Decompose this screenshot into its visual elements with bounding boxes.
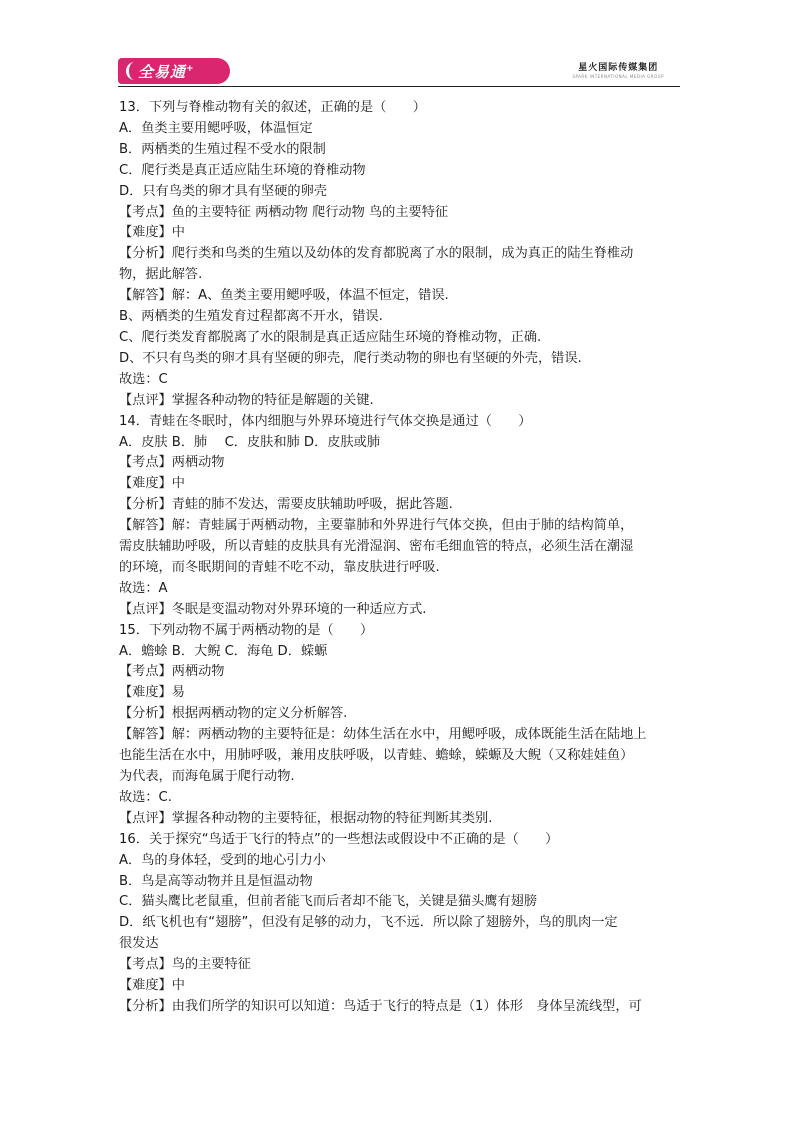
text-line: 【难度】中: [119, 225, 185, 241]
text-line: 【点评】掌握各种动物的主要特征，根据动物的特征判断其类别.: [119, 810, 493, 826]
text-line: 【考点】两栖动物: [119, 455, 225, 471]
text-line: A．皮肤 B．肺 C．皮肤和肺 D．皮肤或肺: [119, 434, 381, 450]
text-line: 【分析】青蛙的肺不发达，需要皮肤辅助呼吸，据此答题.: [119, 497, 453, 513]
publisher-name: 星火国际传媒集团: [578, 63, 659, 73]
text-line: 【考点】鱼的主要特征 两栖动物 爬行动物 鸟的主要特征: [119, 204, 449, 220]
text-line: 【解答】解：青蛙属于两栖动物，主要靠肺和外界进行气体交换，但由于肺的结构简单，: [119, 518, 634, 534]
text-line: 【分析】由我们所学的知识可以知道：鸟适于飞行的特点是（1）体形 身体呈流线型，可: [119, 998, 642, 1014]
publisher-subtitle: SPARK INTERNATIONAL MEDIA GROUP: [572, 74, 664, 79]
text-line: A．蟾蜍 B．大鲵 C．海龟 D．蝾螈: [119, 643, 328, 659]
text-line: 【点评】掌握各种动物的特征是解题的关键.: [119, 392, 374, 408]
text-line: 故选：A: [119, 580, 168, 596]
text-line: 需皮肤辅助呼吸，所以青蛙的皮肤具有光滑湿润、密布毛细血管的特点，必须生活在潮湿: [119, 539, 634, 555]
text-line: 【分析】爬行类和鸟类的生殖以及幼体的发育都脱离了水的限制，成为真正的陆生脊椎动: [119, 246, 634, 262]
publisher-block: [572, 60, 664, 79]
text-line: A．鱼类主要用鳃呼吸，体温恒定: [119, 120, 313, 136]
text-line: 故选：C: [119, 371, 168, 387]
text-line: B、两栖类的生殖发育过程都离不开水，错误.: [119, 309, 383, 325]
logo-text: 全易通+: [138, 63, 195, 81]
text-line: D、不只有鸟类的卵才具有坚硬的卵壳，爬行类动物的卵也有坚硬的外壳，错误.: [119, 350, 582, 366]
text-line: 也能生活在水中，用肺呼吸，兼用皮肤呼吸，以青蛙、蟾蜍，蝾螈及大鲵（又称娃娃鱼）: [119, 748, 634, 764]
text-line: B．鸟是高等动物并且是恒温动物: [119, 873, 313, 889]
text-line: 14．青蛙在冬眠时，体内细胞与外界环境进行气体交换是通过（ ）: [119, 413, 532, 429]
text-line: C．猫头鹰比老鼠重，但前者能飞而后者却不能飞，关键是猫头鹰有翅膀: [119, 894, 538, 910]
text-line: 【难度】易: [119, 685, 185, 701]
text-line: 的环境，而冬眠期间的青蛙不吃不动，靠皮肤进行呼吸.: [119, 559, 440, 575]
brand-logo: [118, 58, 230, 84]
text-line: C．爬行类是真正适应陆生环境的脊椎动物: [119, 162, 366, 178]
text-line: 故选：C.: [119, 789, 172, 805]
text-line: 【难度】中: [119, 476, 185, 492]
text-line: 【考点】两栖动物: [119, 664, 225, 680]
text-line: D．纸飞机也有“翅膀”，但没有足够的动力，飞不远．所以除了翅膀外，鸟的肌肉一定: [119, 915, 618, 931]
text-line: D．只有鸟类的卵才具有坚硬的卵壳: [119, 183, 327, 199]
text-line: B．两栖类的生殖过程不受水的限制: [119, 141, 326, 157]
text-line: 很发达: [119, 936, 159, 952]
text-line: 16．关于探究“鸟适于飞行的特点”的一些想法或假设中不正确的是（ ）: [119, 831, 559, 847]
text-line: 物，据此解答.: [119, 267, 203, 283]
text-line: 【点评】冬眠是变温动物对外界环境的一种适应方式.: [119, 601, 427, 617]
text-line: 【考点】鸟的主要特征: [119, 957, 251, 973]
text-line: A．鸟的身体轻，受到的地心引力小: [119, 852, 326, 868]
text-line: 【解答】解：两栖动物的主要特征是：幼体生活在水中，用鳃呼吸，成体既能生活在陆地上: [119, 727, 647, 743]
text-line: 【难度】中: [119, 978, 185, 994]
document-body: [119, 98, 683, 1018]
text-line: 【解答】解：A、鱼类主要用鳃呼吸，体温不恒定，错误.: [119, 288, 449, 304]
header-divider: [118, 86, 680, 87]
text-line: 13．下列与脊椎动物有关的叙述，正确的是（ ）: [119, 100, 426, 115]
text-line: C、爬行类发育都脱离了水的限制是真正适应陆生环境的脊椎动物，正确.: [119, 329, 542, 345]
text-line: 15．下列动物不属于两栖动物的是（ ）: [119, 622, 374, 638]
text-line: 为代表，而海龟属于爬行动物.: [119, 769, 295, 784]
text-line: 【分析】根据两栖动物的定义分析解答.: [119, 706, 348, 722]
